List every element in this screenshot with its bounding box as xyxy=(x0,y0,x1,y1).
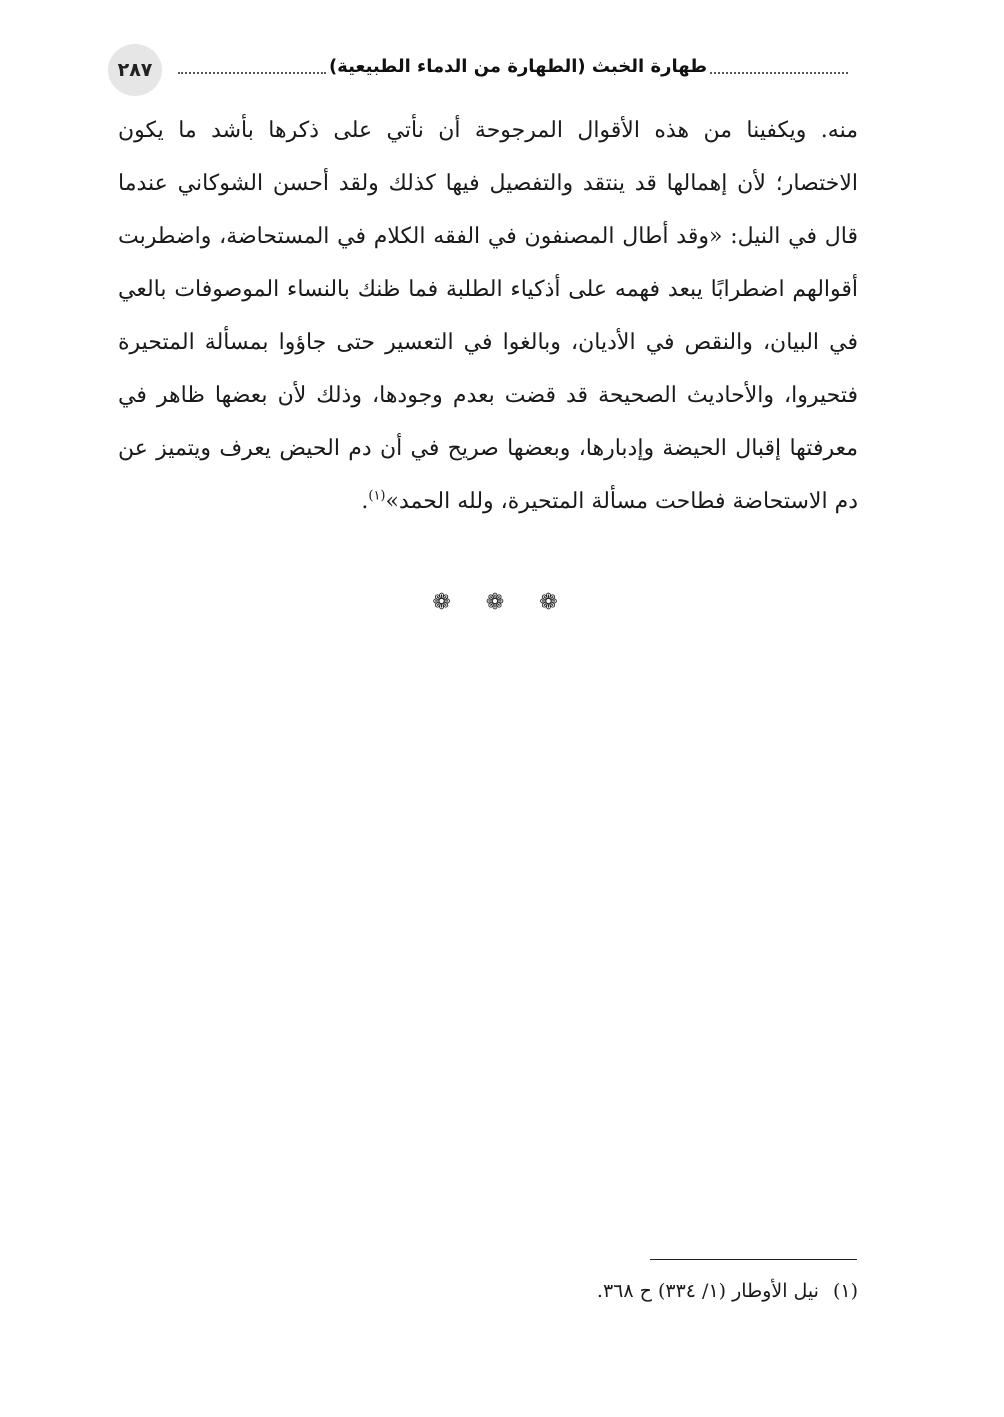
footnote-reference: (١) xyxy=(368,488,386,504)
paragraph-end-punctuation: . xyxy=(361,489,369,514)
footnote-item xyxy=(400,1276,858,1306)
header-dotted-leader-left xyxy=(178,72,326,74)
body-paragraph xyxy=(118,104,858,528)
section-end-ornament: ❁ ❁ ❁ xyxy=(432,590,572,615)
header-dotted-leader-right xyxy=(710,72,848,74)
paragraph-text: منه. ويكفينا من هذه الأقوال المرجوحة أن نأتي على ذكرها بأشد ما يكون الاختصار؛ لأن إهمالها قد ينتقد والتفصيل فيها كذلك ولقد أحسن الشوكاني عندما قال في النيل: «وقد أطال المصنفون في الفقه الكلام في المستحاضة، واضطربت أقوالهم اضطرابًا يبعد فهمه على أذكياء الطلبة فما ظنك بالنساء الموصوفات بالعي في البيان، والنقص في الأديان، وبالغوا في التعسير حتى جاؤوا بمسألة المتحيرة فتحيروا، والأحاديث الصحيحة قد قضت بعدم وجودها، وذلك لأن بعضها ظاهر في معرفتها إقبال الحيضة وإدبارها، وبعضها صريح في أن دم الحيض يعرف ويتميز عن دم الاستحاضة فطاحت مسألة المتحيرة، ولله الحمد» xyxy=(118,118,858,514)
running-header xyxy=(108,44,860,96)
footnote-text: نيل الأوطار (١/ ٣٣٤) ح ٣٦٨. xyxy=(596,1280,819,1302)
footnote-number: (١) xyxy=(832,1280,858,1302)
page-number-badge: ٢٨٧ xyxy=(108,44,162,96)
main-text-block xyxy=(118,104,858,528)
footnote-divider xyxy=(650,1259,857,1260)
running-title: طهارة الخبث (الطهارة من الدماء الطبيعية) xyxy=(328,56,708,77)
